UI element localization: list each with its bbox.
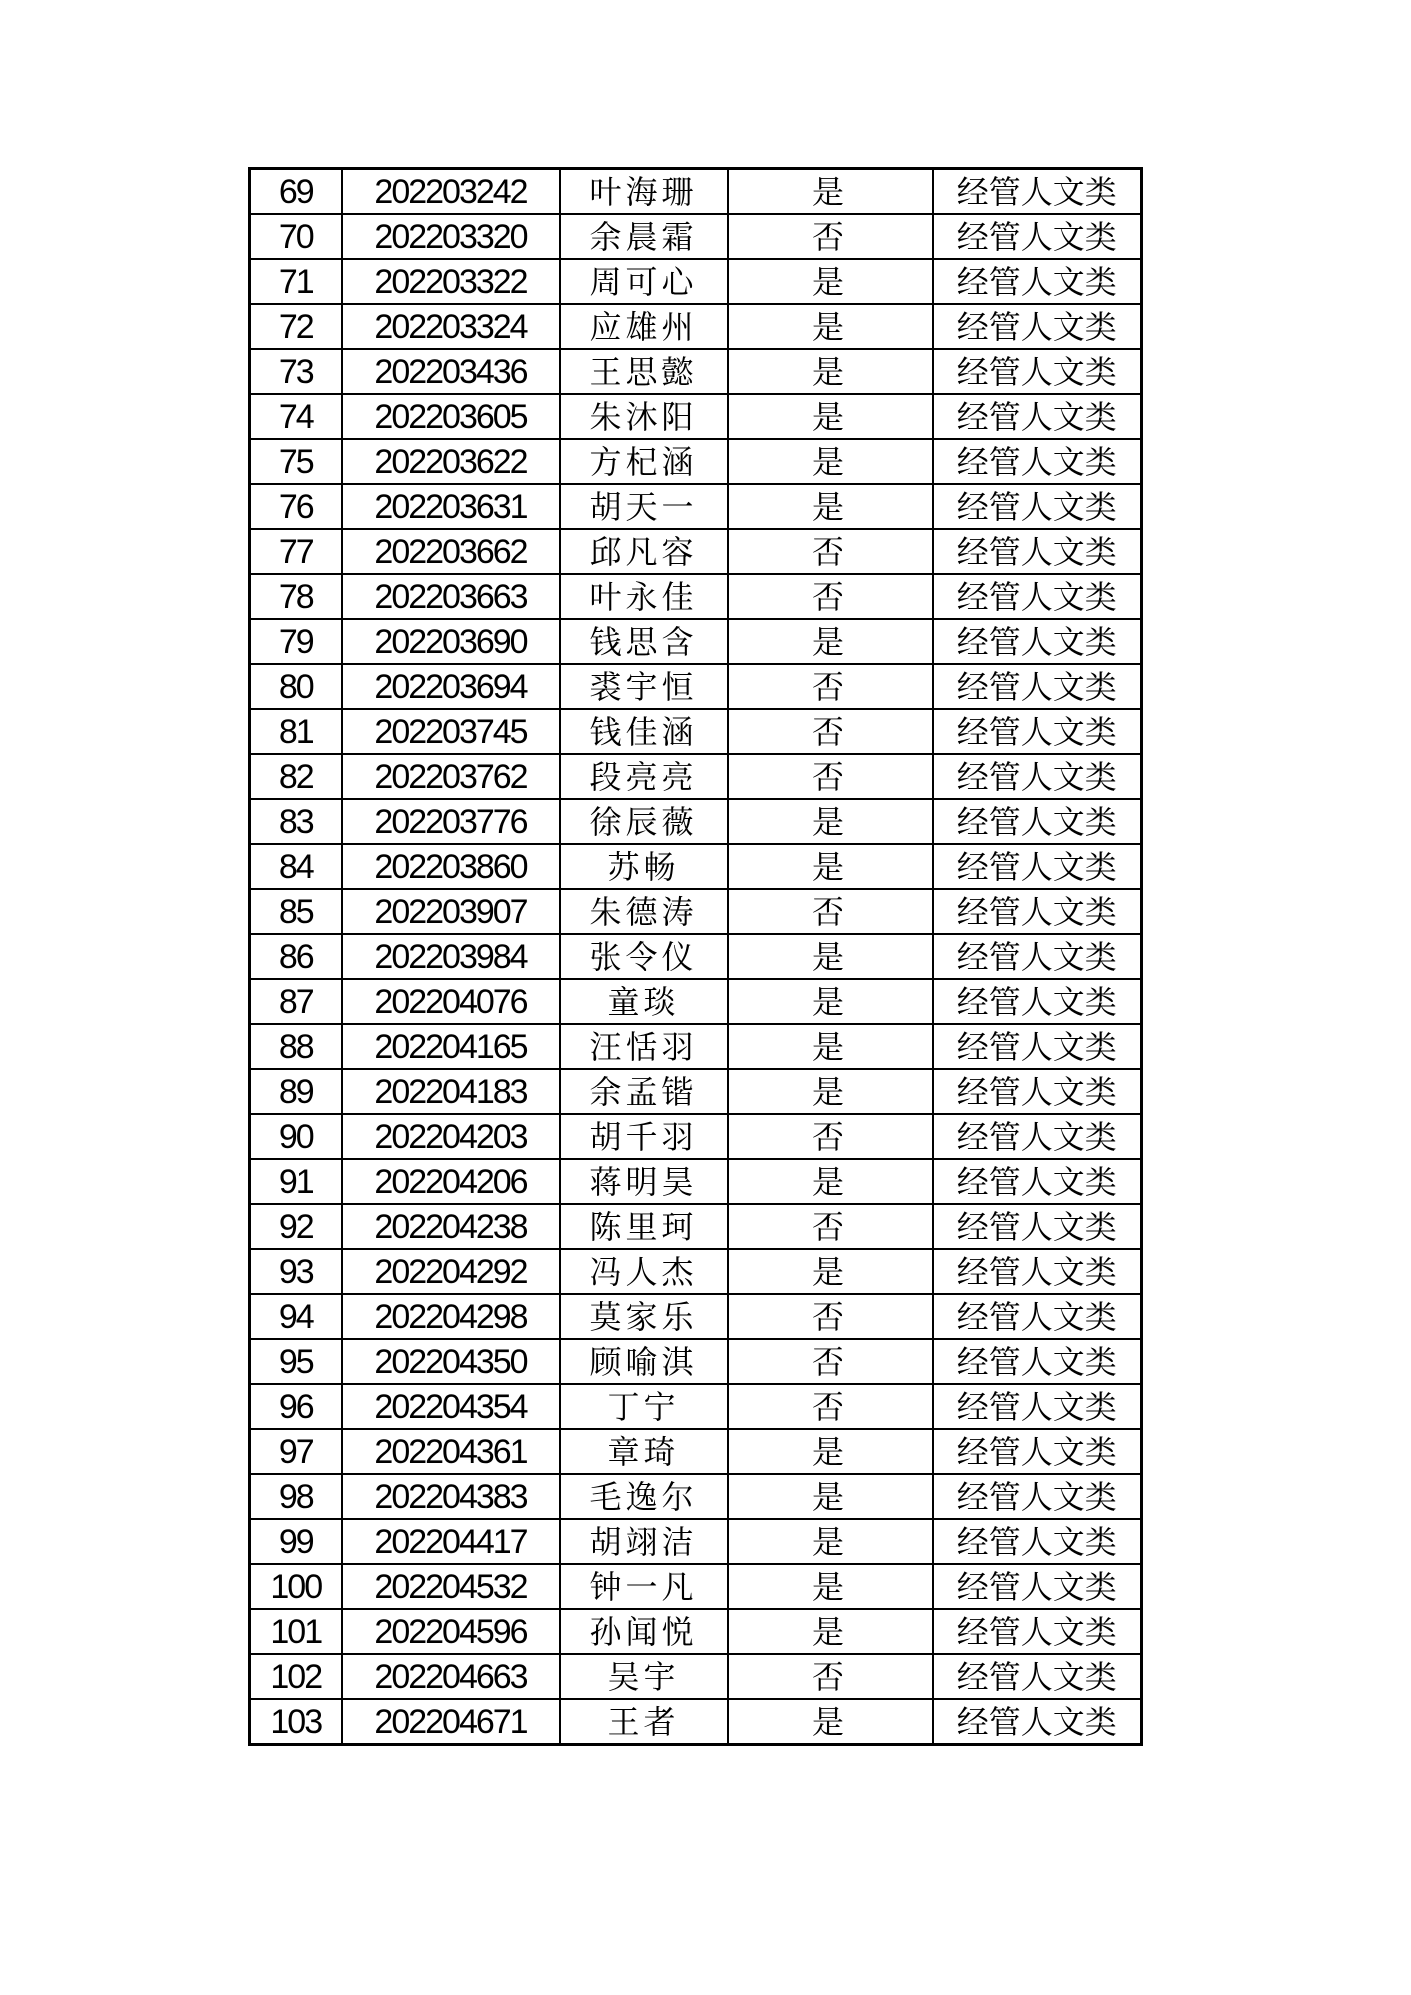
row-number-cell: 73 (250, 349, 342, 394)
yes-no-cell: 是 (728, 169, 933, 215)
row-number-cell: 77 (250, 529, 342, 574)
yes-no-cell: 是 (728, 844, 933, 889)
category-cell: 经管人文类 (933, 1204, 1142, 1249)
yes-no-cell: 是 (728, 619, 933, 664)
student-id-cell: 202203860 (342, 844, 560, 889)
student-id-cell: 202203320 (342, 214, 560, 259)
row-number-cell: 96 (250, 1384, 342, 1429)
yes-no-cell: 否 (728, 1384, 933, 1429)
student-name-cell: 钱佳涵 (560, 709, 728, 754)
student-id-cell: 202204183 (342, 1069, 560, 1114)
student-name-cell: 叶海珊 (560, 169, 728, 215)
student-id-cell: 202204292 (342, 1249, 560, 1294)
yes-no-cell: 是 (728, 979, 933, 1024)
table-row (250, 844, 1142, 889)
table-row (250, 799, 1142, 844)
yes-no-cell: 否 (728, 1294, 933, 1339)
row-number-cell: 80 (250, 664, 342, 709)
student-name-cell: 吴宇 (560, 1654, 728, 1699)
student-name-cell: 钟一凡 (560, 1564, 728, 1609)
yes-no-cell: 是 (728, 484, 933, 529)
student-id-cell: 202203745 (342, 709, 560, 754)
table-row (250, 214, 1142, 259)
row-number-cell: 84 (250, 844, 342, 889)
table-row (250, 889, 1142, 934)
row-number-cell: 71 (250, 259, 342, 304)
row-number-cell: 94 (250, 1294, 342, 1339)
category-cell: 经管人文类 (933, 889, 1142, 934)
student-id-cell: 202204383 (342, 1474, 560, 1519)
yes-no-cell: 是 (728, 1249, 933, 1294)
student-name-cell: 胡天一 (560, 484, 728, 529)
row-number-cell: 91 (250, 1159, 342, 1204)
category-cell: 经管人文类 (933, 934, 1142, 979)
yes-no-cell: 是 (728, 304, 933, 349)
row-number-cell: 76 (250, 484, 342, 529)
row-number-cell: 89 (250, 1069, 342, 1114)
student-id-cell: 202204532 (342, 1564, 560, 1609)
yes-no-cell: 是 (728, 1429, 933, 1474)
student-name-cell: 童琰 (560, 979, 728, 1024)
table-row (250, 1519, 1142, 1564)
table-row (250, 1699, 1142, 1745)
row-number-cell: 72 (250, 304, 342, 349)
table-row (250, 1069, 1142, 1114)
category-cell: 经管人文类 (933, 259, 1142, 304)
student-name-cell: 王思懿 (560, 349, 728, 394)
yes-no-cell: 是 (728, 1564, 933, 1609)
yes-no-cell: 否 (728, 1654, 933, 1699)
student-name-cell: 段亮亮 (560, 754, 728, 799)
student-id-cell: 202204596 (342, 1609, 560, 1654)
student-name-cell: 孙闻悦 (560, 1609, 728, 1654)
yes-no-cell: 是 (728, 1069, 933, 1114)
student-name-cell: 章琦 (560, 1429, 728, 1474)
student-name-cell: 顾喻淇 (560, 1339, 728, 1384)
table-row (250, 304, 1142, 349)
table-row (250, 979, 1142, 1024)
category-cell: 经管人文类 (933, 754, 1142, 799)
row-number-cell: 93 (250, 1249, 342, 1294)
student-name-cell: 张令仪 (560, 934, 728, 979)
table-row (250, 529, 1142, 574)
table-row (250, 439, 1142, 484)
student-name-cell: 钱思含 (560, 619, 728, 664)
row-number-cell: 75 (250, 439, 342, 484)
student-id-cell: 202203663 (342, 574, 560, 619)
student-name-cell: 丁宁 (560, 1384, 728, 1429)
yes-no-cell: 否 (728, 889, 933, 934)
category-cell: 经管人文类 (933, 1249, 1142, 1294)
yes-no-cell: 否 (728, 1339, 933, 1384)
student-name-cell: 蒋明昊 (560, 1159, 728, 1204)
table-row (250, 1204, 1142, 1249)
table-row (250, 1654, 1142, 1699)
yes-no-cell: 是 (728, 439, 933, 484)
student-name-cell: 叶永佳 (560, 574, 728, 619)
yes-no-cell: 是 (728, 799, 933, 844)
student-name-cell: 应雄州 (560, 304, 728, 349)
row-number-cell: 78 (250, 574, 342, 619)
table-row (250, 664, 1142, 709)
row-number-cell: 81 (250, 709, 342, 754)
table-row (250, 934, 1142, 979)
student-name-cell: 徐辰薇 (560, 799, 728, 844)
student-id-cell: 202204165 (342, 1024, 560, 1069)
row-number-cell: 69 (250, 169, 342, 215)
yes-no-cell: 否 (728, 1204, 933, 1249)
student-name-cell: 周可心 (560, 259, 728, 304)
student-name-cell: 莫家乐 (560, 1294, 728, 1339)
table-row (250, 1249, 1142, 1294)
category-cell: 经管人文类 (933, 529, 1142, 574)
yes-no-cell: 否 (728, 664, 933, 709)
category-cell: 经管人文类 (933, 1024, 1142, 1069)
student-id-cell: 202203690 (342, 619, 560, 664)
student-id-cell: 202203776 (342, 799, 560, 844)
category-cell: 经管人文类 (933, 304, 1142, 349)
row-number-cell: 103 (250, 1699, 342, 1745)
row-number-cell: 98 (250, 1474, 342, 1519)
table-row (250, 1294, 1142, 1339)
table-row (250, 1024, 1142, 1069)
student-id-cell: 202204203 (342, 1114, 560, 1159)
student-id-cell: 202203762 (342, 754, 560, 799)
table-row (250, 619, 1142, 664)
category-cell: 经管人文类 (933, 1429, 1142, 1474)
category-cell: 经管人文类 (933, 484, 1142, 529)
table-row (250, 1564, 1142, 1609)
category-cell: 经管人文类 (933, 979, 1142, 1024)
category-cell: 经管人文类 (933, 1159, 1142, 1204)
yes-no-cell: 否 (728, 709, 933, 754)
category-cell: 经管人文类 (933, 1519, 1142, 1564)
row-number-cell: 87 (250, 979, 342, 1024)
table-row (250, 709, 1142, 754)
table-row (250, 1609, 1142, 1654)
category-cell: 经管人文类 (933, 1654, 1142, 1699)
category-cell: 经管人文类 (933, 394, 1142, 439)
yes-no-cell: 否 (728, 574, 933, 619)
row-number-cell: 92 (250, 1204, 342, 1249)
category-cell: 经管人文类 (933, 664, 1142, 709)
row-number-cell: 70 (250, 214, 342, 259)
table-row (250, 1429, 1142, 1474)
yes-no-cell: 是 (728, 1519, 933, 1564)
student-name-cell: 朱沐阳 (560, 394, 728, 439)
table-row (250, 574, 1142, 619)
yes-no-cell: 是 (728, 934, 933, 979)
student-id-cell: 202204298 (342, 1294, 560, 1339)
student-id-cell: 202204361 (342, 1429, 560, 1474)
row-number-cell: 86 (250, 934, 342, 979)
student-id-cell: 202203631 (342, 484, 560, 529)
category-cell: 经管人文类 (933, 799, 1142, 844)
student-id-cell: 202203622 (342, 439, 560, 484)
category-cell: 经管人文类 (933, 1339, 1142, 1384)
student-name-cell: 邱凡容 (560, 529, 728, 574)
row-number-cell: 100 (250, 1564, 342, 1609)
student-id-cell: 202204354 (342, 1384, 560, 1429)
student-id-cell: 202203324 (342, 304, 560, 349)
student-name-cell: 陈里珂 (560, 1204, 728, 1249)
student-name-cell: 苏畅 (560, 844, 728, 889)
student-name-cell: 王者 (560, 1699, 728, 1745)
table-row (250, 1159, 1142, 1204)
table-row (250, 1474, 1142, 1519)
row-number-cell: 102 (250, 1654, 342, 1699)
student-name-cell: 汪恬羽 (560, 1024, 728, 1069)
student-name-cell: 方杞涵 (560, 439, 728, 484)
yes-no-cell: 否 (728, 754, 933, 799)
student-id-cell: 202204663 (342, 1654, 560, 1699)
category-cell: 经管人文类 (933, 214, 1142, 259)
row-number-cell: 97 (250, 1429, 342, 1474)
student-id-cell: 202203907 (342, 889, 560, 934)
student-id-cell: 202204206 (342, 1159, 560, 1204)
yes-no-cell: 是 (728, 1699, 933, 1745)
student-id-cell: 202203662 (342, 529, 560, 574)
student-id-cell: 202203242 (342, 169, 560, 215)
row-number-cell: 99 (250, 1519, 342, 1564)
table-row (250, 259, 1142, 304)
student-roster-table (248, 167, 1143, 1746)
yes-no-cell: 是 (728, 1159, 933, 1204)
category-cell: 经管人文类 (933, 709, 1142, 754)
category-cell: 经管人文类 (933, 1699, 1142, 1745)
student-id-cell: 202203322 (342, 259, 560, 304)
student-id-cell: 202203694 (342, 664, 560, 709)
row-number-cell: 88 (250, 1024, 342, 1069)
row-number-cell: 85 (250, 889, 342, 934)
row-number-cell: 83 (250, 799, 342, 844)
category-cell: 经管人文类 (933, 1609, 1142, 1654)
category-cell: 经管人文类 (933, 619, 1142, 664)
table-row (250, 754, 1142, 799)
category-cell: 经管人文类 (933, 439, 1142, 484)
table-row (250, 169, 1142, 215)
row-number-cell: 95 (250, 1339, 342, 1384)
category-cell: 经管人文类 (933, 1114, 1142, 1159)
yes-no-cell: 是 (728, 349, 933, 394)
table-row (250, 1339, 1142, 1384)
student-id-cell: 202204417 (342, 1519, 560, 1564)
student-name-cell: 冯人杰 (560, 1249, 728, 1294)
yes-no-cell: 是 (728, 1024, 933, 1069)
yes-no-cell: 是 (728, 394, 933, 439)
yes-no-cell: 是 (728, 1609, 933, 1654)
category-cell: 经管人文类 (933, 1384, 1142, 1429)
student-name-cell: 胡翊洁 (560, 1519, 728, 1564)
table-row (250, 1114, 1142, 1159)
category-cell: 经管人文类 (933, 1474, 1142, 1519)
student-name-cell: 胡千羽 (560, 1114, 728, 1159)
category-cell: 经管人文类 (933, 1294, 1142, 1339)
category-cell: 经管人文类 (933, 169, 1142, 215)
student-name-cell: 余晨霜 (560, 214, 728, 259)
student-id-cell: 202204671 (342, 1699, 560, 1745)
student-id-cell: 202203984 (342, 934, 560, 979)
student-id-cell: 202203436 (342, 349, 560, 394)
roster-body (250, 169, 1142, 1745)
row-number-cell: 74 (250, 394, 342, 439)
category-cell: 经管人文类 (933, 1069, 1142, 1114)
category-cell: 经管人文类 (933, 349, 1142, 394)
category-cell: 经管人文类 (933, 1564, 1142, 1609)
student-name-cell: 毛逸尔 (560, 1474, 728, 1519)
student-id-cell: 202204238 (342, 1204, 560, 1249)
student-name-cell: 裘宇恒 (560, 664, 728, 709)
yes-no-cell: 否 (728, 214, 933, 259)
student-id-cell: 202203605 (342, 394, 560, 439)
row-number-cell: 79 (250, 619, 342, 664)
category-cell: 经管人文类 (933, 574, 1142, 619)
yes-no-cell: 否 (728, 529, 933, 574)
student-name-cell: 余孟锴 (560, 1069, 728, 1114)
yes-no-cell: 是 (728, 259, 933, 304)
student-name-cell: 朱德涛 (560, 889, 728, 934)
yes-no-cell: 否 (728, 1114, 933, 1159)
row-number-cell: 90 (250, 1114, 342, 1159)
table-row (250, 349, 1142, 394)
table-row (250, 1384, 1142, 1429)
student-id-cell: 202204076 (342, 979, 560, 1024)
table-row (250, 394, 1142, 439)
row-number-cell: 101 (250, 1609, 342, 1654)
table-row (250, 484, 1142, 529)
yes-no-cell: 是 (728, 1474, 933, 1519)
category-cell: 经管人文类 (933, 844, 1142, 889)
row-number-cell: 82 (250, 754, 342, 799)
student-id-cell: 202204350 (342, 1339, 560, 1384)
